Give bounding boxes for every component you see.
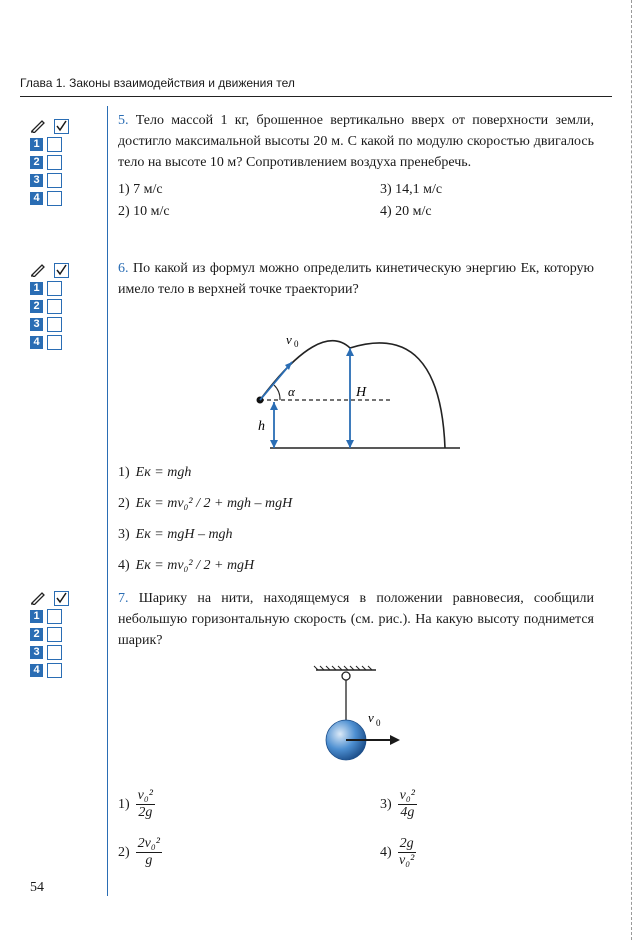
pivot <box>342 672 350 680</box>
task-number: 7. <box>118 591 129 606</box>
task-6-options <box>118 462 594 586</box>
label-v0-sub: 0 <box>294 339 299 349</box>
answer-sidebar-task6 <box>30 262 100 352</box>
task-6 <box>118 258 594 300</box>
answer-number: 1 <box>30 282 43 295</box>
margin-rule <box>107 106 108 896</box>
answer-number: 4 <box>30 664 43 677</box>
pencil-icon <box>30 119 46 133</box>
velocity-arrowhead <box>390 735 400 745</box>
task-6-question <box>118 258 594 300</box>
trajectory-figure <box>230 330 470 456</box>
pendulum-figure <box>300 664 420 768</box>
task-7 <box>118 588 594 651</box>
option: 4) Eк = mv₀² / 2 + mgH <box>118 558 255 573</box>
answer-box[interactable] <box>47 317 62 332</box>
answer-box[interactable] <box>47 155 62 170</box>
answer-number: 1 <box>30 138 43 151</box>
option: 1) 7 м/с <box>118 182 163 197</box>
answer-box[interactable] <box>47 645 62 660</box>
page-cut-line <box>631 0 632 940</box>
option: 3) 14,1 м/с <box>380 182 443 197</box>
option: 1) Eк = mgh <box>118 465 192 480</box>
answer-box[interactable] <box>47 191 62 206</box>
answer-number: 1 <box>30 610 43 623</box>
label-alpha: α <box>288 384 295 399</box>
answer-number: 3 <box>30 174 43 187</box>
answer-number: 4 <box>30 336 43 349</box>
task-5-question <box>118 110 594 173</box>
option: 3) Eк = mgH – mgh <box>118 527 233 542</box>
answer-box[interactable] <box>47 663 62 678</box>
task-number: 5. <box>118 113 129 128</box>
check-box[interactable] <box>54 119 69 134</box>
label-h: h <box>258 419 265 434</box>
answer-number: 2 <box>30 156 43 169</box>
question-text: Тело массой 1 кг, брошенное вертикально вверх от поверхности земли, достигло максимальной высоты 20 м. С какой по модулю скоростью двигалось тело на высоте 10 м? Сопротивлением воздуха пренебречь. <box>118 113 595 170</box>
question-text: Шарику на нити, находящемуся в положении равновесия, сообщили небольшую горизонтальную скорость (см. рис.). На какую высоту поднимется шарик? <box>118 591 595 648</box>
option: 2) Eк = mv₀² / 2 + mgh – mgH <box>118 496 293 511</box>
task-5-options <box>118 179 594 223</box>
option: 3) $\frac{\text{v₀²}}{4g}$ <box>380 788 415 820</box>
answer-sidebar-task7 <box>30 590 100 680</box>
answer-sidebar-task5 <box>30 118 100 208</box>
pencil-icon <box>30 591 46 605</box>
check-box[interactable] <box>54 263 69 278</box>
option: 2) 10 м/с <box>118 204 170 219</box>
chapter-header: Глава 1. Законы взаимодействия и движения тел <box>20 76 295 90</box>
answer-number: 2 <box>30 628 43 641</box>
answer-number: 3 <box>30 318 43 331</box>
label-v0-sub: 0 <box>376 718 381 728</box>
answer-box[interactable] <box>47 173 62 188</box>
answer-box[interactable] <box>47 137 62 152</box>
task-number: 6. <box>118 261 129 276</box>
label-H: H <box>356 385 367 400</box>
angle-arc <box>274 385 280 400</box>
answer-box[interactable] <box>47 609 62 624</box>
label-v0: v <box>368 710 374 725</box>
header-rule <box>20 96 612 97</box>
task-7-question <box>118 588 594 651</box>
answer-box[interactable] <box>47 299 62 314</box>
answer-box[interactable] <box>47 281 62 296</box>
task-7-options <box>118 784 594 884</box>
option: 4) $\frac{2g}{\text{v₀²}}$ <box>380 836 415 868</box>
task-5 <box>118 110 594 223</box>
label-v0: v <box>286 332 292 347</box>
answer-box[interactable] <box>47 627 62 642</box>
pencil-icon <box>30 263 46 277</box>
answer-box[interactable] <box>47 335 62 350</box>
option: 2) $\frac{\text{2v₀²}}{g}$ <box>118 836 160 868</box>
answer-number: 4 <box>30 192 43 205</box>
answer-number: 2 <box>30 300 43 313</box>
page-number: 54 <box>30 880 44 895</box>
check-box[interactable] <box>54 591 69 606</box>
option: 4) 20 м/с <box>380 204 432 219</box>
answer-number: 3 <box>30 646 43 659</box>
question-text: По какой из формул можно определить кинетическую энергию Eк, которую имело тело в верхней точке траектории? <box>118 261 594 297</box>
option: 1) $\frac{\text{v₀²}}{2g}$ <box>118 788 153 820</box>
